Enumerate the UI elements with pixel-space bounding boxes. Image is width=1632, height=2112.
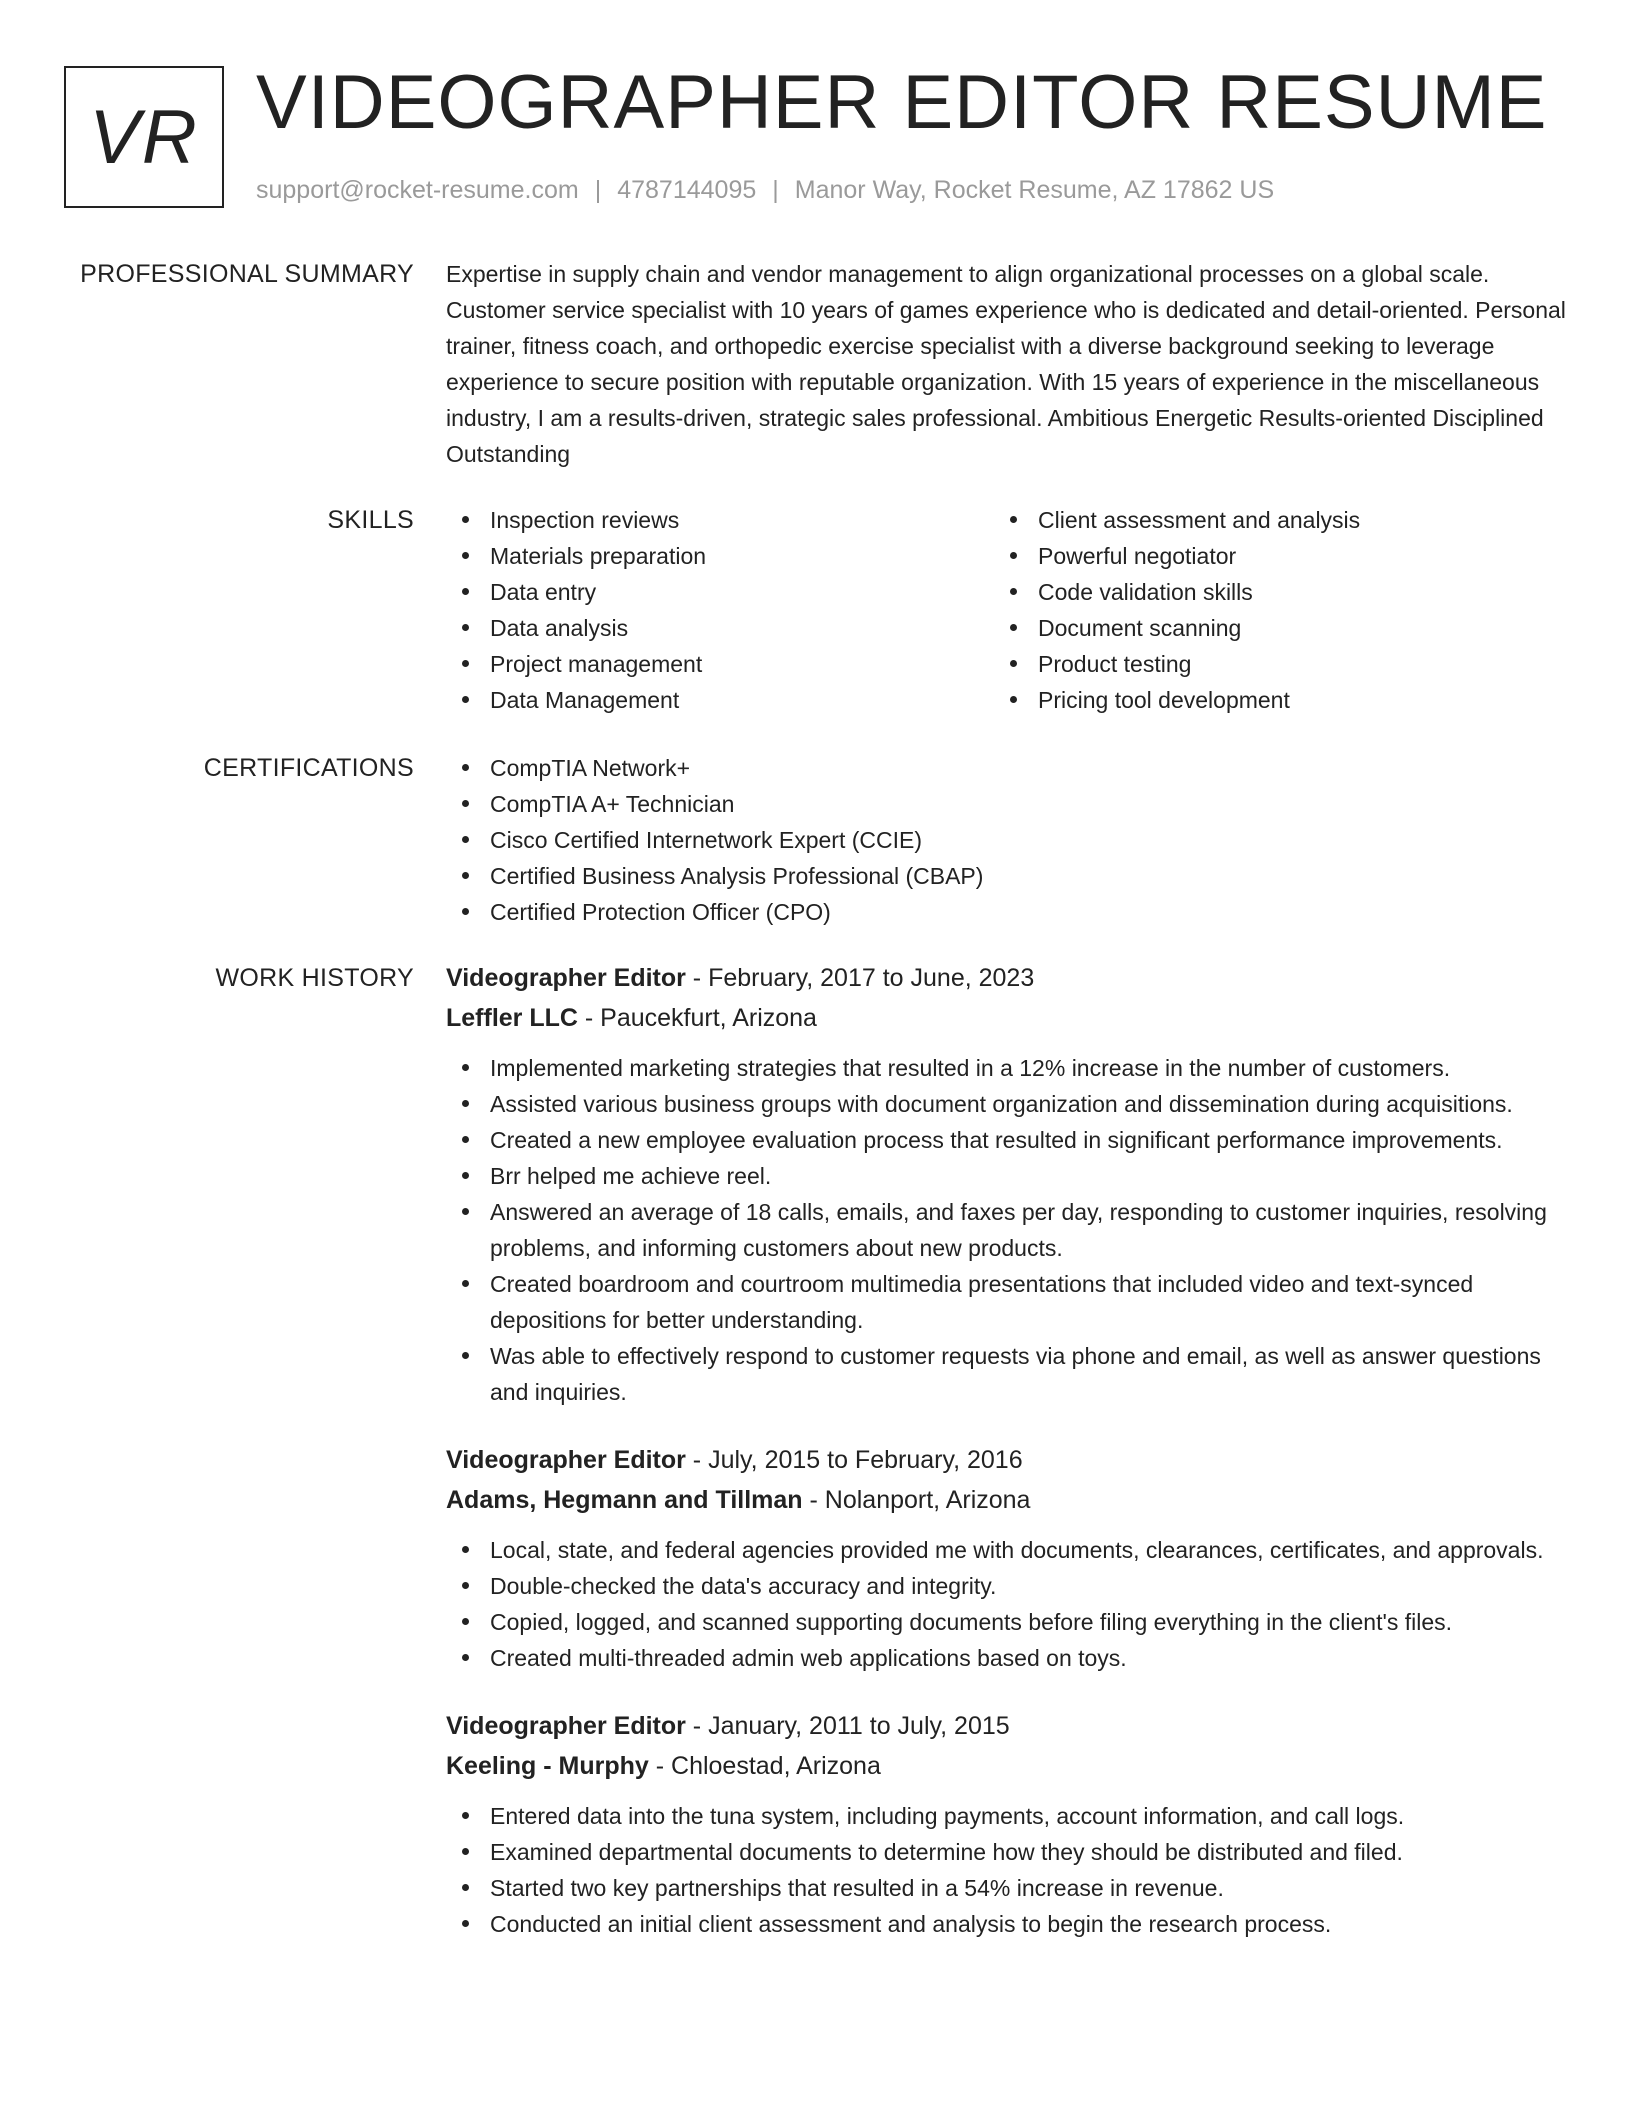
contact-separator: | xyxy=(772,176,779,204)
work-history-body xyxy=(446,958,1566,1972)
skill-item: Project management xyxy=(446,646,994,682)
resume-title: VIDEOGRAPHER EDITOR RESUME xyxy=(256,60,1548,145)
job-title: Videographer Editor xyxy=(446,964,686,992)
skill-item: Data analysis xyxy=(446,610,994,646)
job-bullet: Created a new employee evaluation process that resulted in significant performance improvements. xyxy=(446,1122,1566,1158)
job-bullet: Entered data into the tuna system, including payments, account information, and call logs. xyxy=(446,1798,1566,1834)
job-company: Keeling - Murphy xyxy=(446,1752,649,1780)
job-dates: - January, 2011 to July, 2015 xyxy=(685,1712,1010,1740)
certifications-body xyxy=(446,750,1566,930)
skills-list-left xyxy=(446,502,994,718)
skill-item: Inspection reviews xyxy=(446,502,994,538)
job-location: - Nolanport, Arizona xyxy=(802,1486,1031,1514)
skill-item: Client assessment and analysis xyxy=(994,502,1542,538)
job-bullet: Started two key partnerships that resulted in a 54% increase in revenue. xyxy=(446,1870,1566,1906)
work-history-heading: WORK HISTORY xyxy=(215,964,414,992)
job-location: - Chloestad, Arizona xyxy=(648,1752,881,1780)
contact-address: Manor Way, Rocket Resume, AZ 17862 US xyxy=(794,176,1275,204)
job-bullet: Brr helped me achieve reel. xyxy=(446,1158,1566,1194)
job-company-line xyxy=(446,998,1566,1038)
job-company: Adams, Hegmann and Tillman xyxy=(446,1486,803,1514)
skill-item: Document scanning xyxy=(994,610,1542,646)
certifications-heading: CERTIFICATIONS xyxy=(203,754,414,782)
certifications-list xyxy=(446,750,1566,930)
skills-heading: SKILLS xyxy=(327,506,414,534)
skills-body xyxy=(446,502,1566,718)
contact-separator: | xyxy=(594,176,602,204)
job-dates: - February, 2017 to June, 2023 xyxy=(685,964,1035,992)
summary-text: Expertise in supply chain and vendor management to align organizational processes on a global scale. Customer service specialist with 10 years of games experience who is dedicated and detail-oriented. Personal trainer, fitness coach, and orthopedic exercise specialist with a diverse background seeking to leverage experience to secure position with reputable organization. With 15 years of experience in the miscellaneous industry, I am a results-driven, strategic sales professional. Ambitious Energetic Results-oriented Disciplined Outstanding xyxy=(446,261,1566,467)
job-bullets xyxy=(446,1532,1566,1676)
job-title-line xyxy=(446,1440,1566,1480)
job-bullet: Copied, logged, and scanned supporting documents before filing everything in the client's files. xyxy=(446,1604,1566,1640)
contact-phone[interactable]: 4787144095 xyxy=(617,176,757,204)
summary-heading: PROFESSIONAL SUMMARY xyxy=(80,260,414,288)
job-company: Leffler LLC xyxy=(446,1004,578,1032)
job-company-line xyxy=(446,1746,1566,1786)
job-bullet: Double-checked the data's accuracy and integrity. xyxy=(446,1568,1566,1604)
job-bullet: Answered an average of 18 calls, emails, and faxes per day, responding to customer inquiries, resolving problems, and informing customers about new products. xyxy=(446,1194,1566,1266)
skill-item: Code validation skills xyxy=(994,574,1542,610)
skill-item: Data entry xyxy=(446,574,994,610)
job-bullet: Was able to effectively respond to customer requests via phone and email, as well as answer questions and inquiries. xyxy=(446,1338,1566,1410)
certification-item: Cisco Certified Internetwork Expert (CCIE) xyxy=(446,822,1566,858)
job-entry xyxy=(446,1706,1566,1942)
skill-item: Powerful negotiator xyxy=(994,538,1542,574)
job-bullets xyxy=(446,1798,1566,1942)
contact-line xyxy=(256,174,1274,206)
job-location: - Paucekfurt, Arizona xyxy=(577,1004,817,1032)
job-dates: - July, 2015 to February, 2016 xyxy=(685,1446,1023,1474)
job-title: Videographer Editor xyxy=(446,1446,686,1474)
skill-item: Materials preparation xyxy=(446,538,994,574)
job-bullet: Local, state, and federal agencies provided me with documents, clearances, certificates, and approvals. xyxy=(446,1532,1566,1568)
job-bullet: Created boardroom and courtroom multimedia presentations that included video and text-synced depositions for better understanding. xyxy=(446,1266,1566,1338)
contact-email[interactable]: support@rocket-resume.com xyxy=(256,176,579,204)
job-company-line xyxy=(446,1480,1566,1520)
job-bullet: Examined departmental documents to determine how they should be distributed and filed. xyxy=(446,1834,1566,1870)
job-entry xyxy=(446,958,1566,1410)
job-bullet: Implemented marketing strategies that resulted in a 12% increase in the number of customers. xyxy=(446,1050,1566,1086)
job-title-line xyxy=(446,958,1566,998)
certification-item: Certified Protection Officer (CPO) xyxy=(446,894,1566,930)
certification-item: CompTIA Network+ xyxy=(446,750,1566,786)
job-title-line xyxy=(446,1706,1566,1746)
job-bullets xyxy=(446,1050,1566,1410)
monogram-logo: VR xyxy=(64,66,224,208)
job-bullet: Conducted an initial client assessment and analysis to begin the research process. xyxy=(446,1906,1566,1942)
certification-item: Certified Business Analysis Professional (CBAP) xyxy=(446,858,1566,894)
skill-item: Data Management xyxy=(446,682,994,718)
job-title: Videographer Editor xyxy=(446,1712,686,1740)
job-entry xyxy=(446,1440,1566,1676)
skill-item: Product testing xyxy=(994,646,1542,682)
job-bullet: Created multi-threaded admin web applications based on toys. xyxy=(446,1640,1566,1676)
skills-list-right xyxy=(994,502,1542,718)
job-bullet: Assisted various business groups with document organization and dissemination during acquisitions. xyxy=(446,1086,1566,1122)
certification-item: CompTIA A+ Technician xyxy=(446,786,1566,822)
skill-item: Pricing tool development xyxy=(994,682,1542,718)
